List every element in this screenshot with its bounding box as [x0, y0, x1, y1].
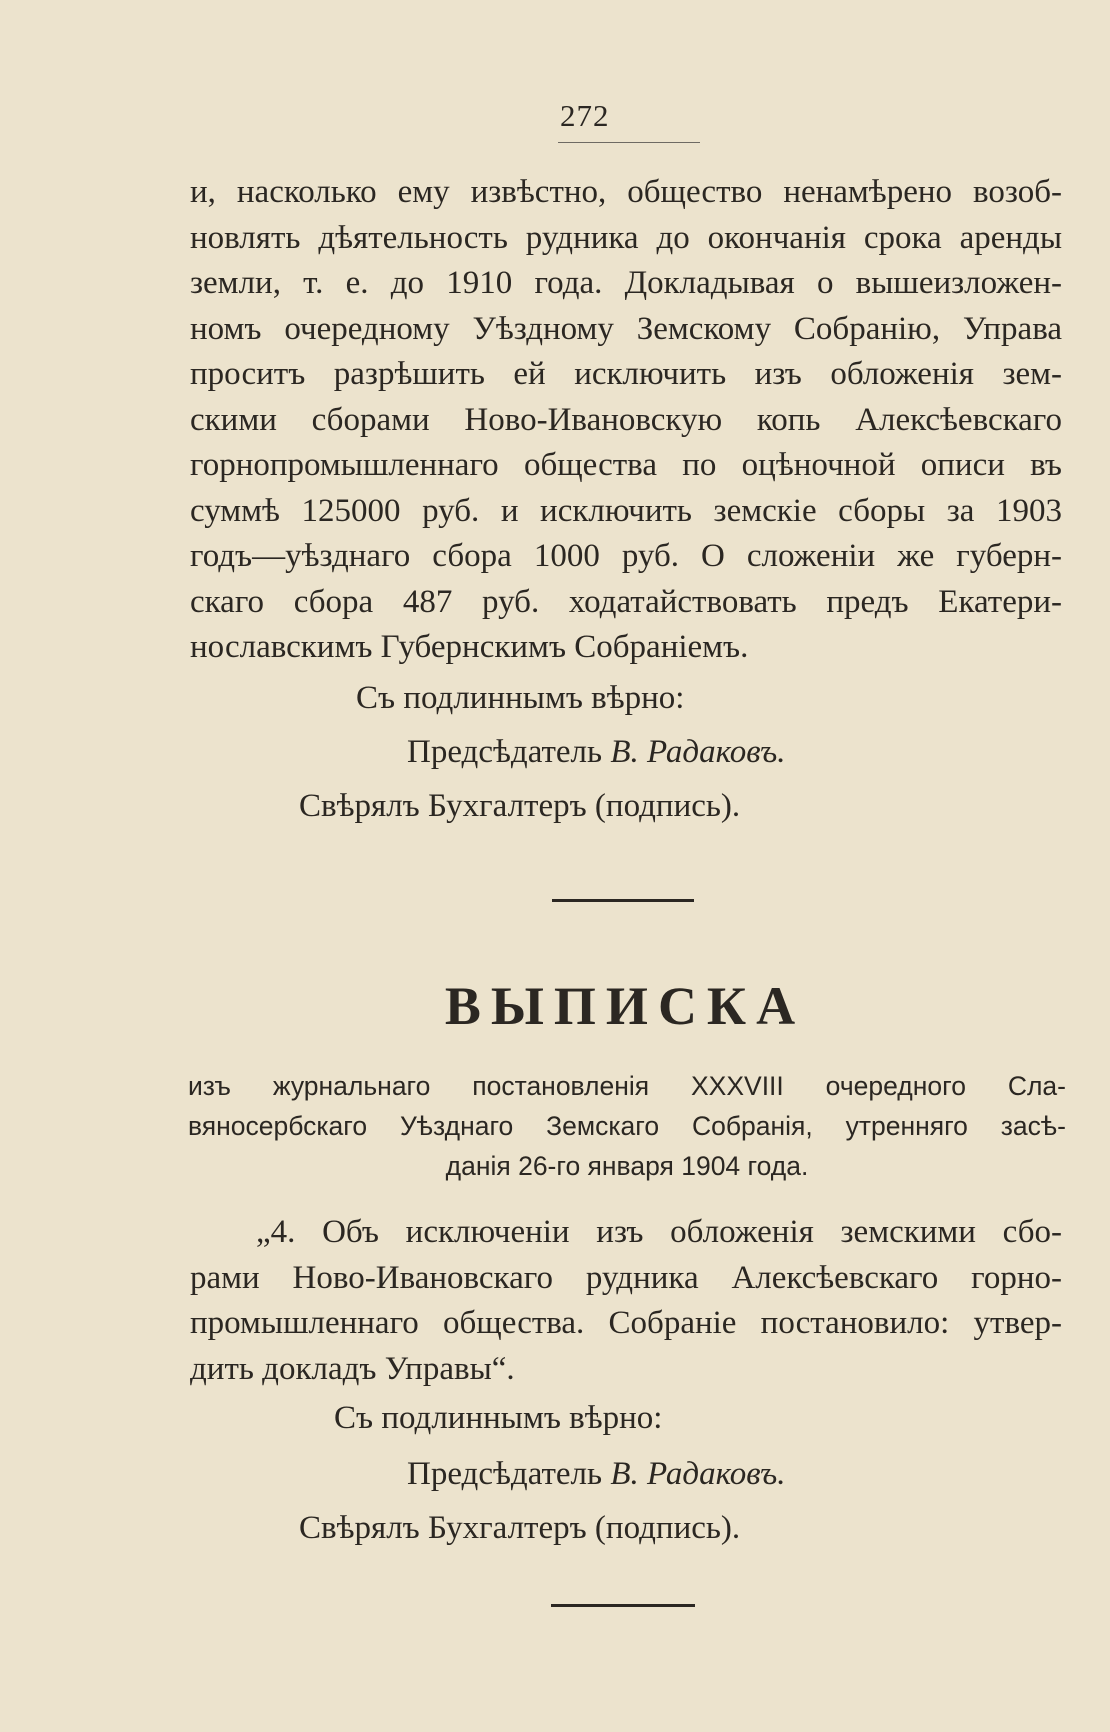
text-line: рами Ново-Ивановскаго рудника Алексѣевскаго горно- — [190, 1259, 1062, 1296]
subheading-line: данія 26-го января 1904 года. — [445, 1151, 809, 1181]
extract-subheading — [188, 1066, 1066, 1186]
text-line: проситъ разрѣшить ей исключить изъ обложенія зем- — [190, 356, 1062, 392]
text-line: земли, т. е. до 1910 года. Докладывая о вышеизложен- — [190, 265, 1062, 301]
chairman-title: Предсѣдатель — [407, 734, 603, 770]
page-number-rule — [558, 142, 700, 143]
text-line: суммѣ 125000 руб. и исключить земскіе сборы за 1903 — [190, 492, 1062, 529]
page-number: 272 — [560, 98, 610, 133]
text-line: годъ—уѣзднаго сбора 1000 руб. О сложеніи же губерн- — [190, 538, 1062, 574]
text-line: „4. Объ исключеніи изъ обложенія земскими сбо- — [256, 1214, 1062, 1250]
text-line: скаго сбора 487 руб. ходатайствовать предъ Екатери- — [190, 583, 1062, 620]
text-line: горнопромышленнаго общества по оцѣночной описи въ — [190, 447, 1062, 483]
end-divider — [551, 1604, 695, 1607]
text-line: скими сборами Ново-Ивановскую копь Алексѣевскаго — [190, 401, 1062, 438]
chairman-name: В. Радаковъ. — [610, 1456, 786, 1492]
text-line: дить докладъ Управы“. — [190, 1350, 515, 1387]
chairman-title: Предсѣдатель — [407, 1456, 603, 1492]
section-divider — [552, 899, 694, 902]
text-line: и, насколько ему извѣстно, общество ненамѣрено возоб- — [190, 174, 1062, 210]
subheading-line: изъ журнальнаго постановленія XXXVIII очередного Сла- — [188, 1071, 1066, 1101]
chairman-signature — [407, 734, 786, 771]
text-line: промышленнаго общества. Собраніе постановило: утвер- — [190, 1305, 1062, 1341]
checked-line: Свѣрялъ Бухгалтеръ (подпись). — [299, 788, 741, 824]
text-line: номъ очередному Уѣздному Земскому Собранію, Управа — [190, 310, 1062, 347]
certified-line: Съ подлиннымъ вѣрно: — [334, 1400, 663, 1436]
checked-line: Свѣрялъ Бухгалтеръ (подпись). — [299, 1510, 741, 1546]
extract-heading: ВЫПИСКА — [444, 976, 806, 1036]
subheading-line: вяносербскаго Уѣзднаго Земскаго Собранія, утренняго засѣ- — [188, 1111, 1066, 1141]
text-line: нославскимъ Губернскимъ Собраніемъ. — [190, 629, 749, 665]
chairman-signature — [407, 1456, 786, 1493]
text-line: новлять дѣятельность рудника до окончанія срока аренды — [190, 219, 1062, 256]
certified-line: Съ подлиннымъ вѣрно: — [356, 680, 685, 716]
resolution-paragraph — [190, 1210, 1062, 1392]
chairman-name: В. Радаковъ. — [610, 734, 786, 770]
report-paragraph — [190, 170, 1062, 671]
